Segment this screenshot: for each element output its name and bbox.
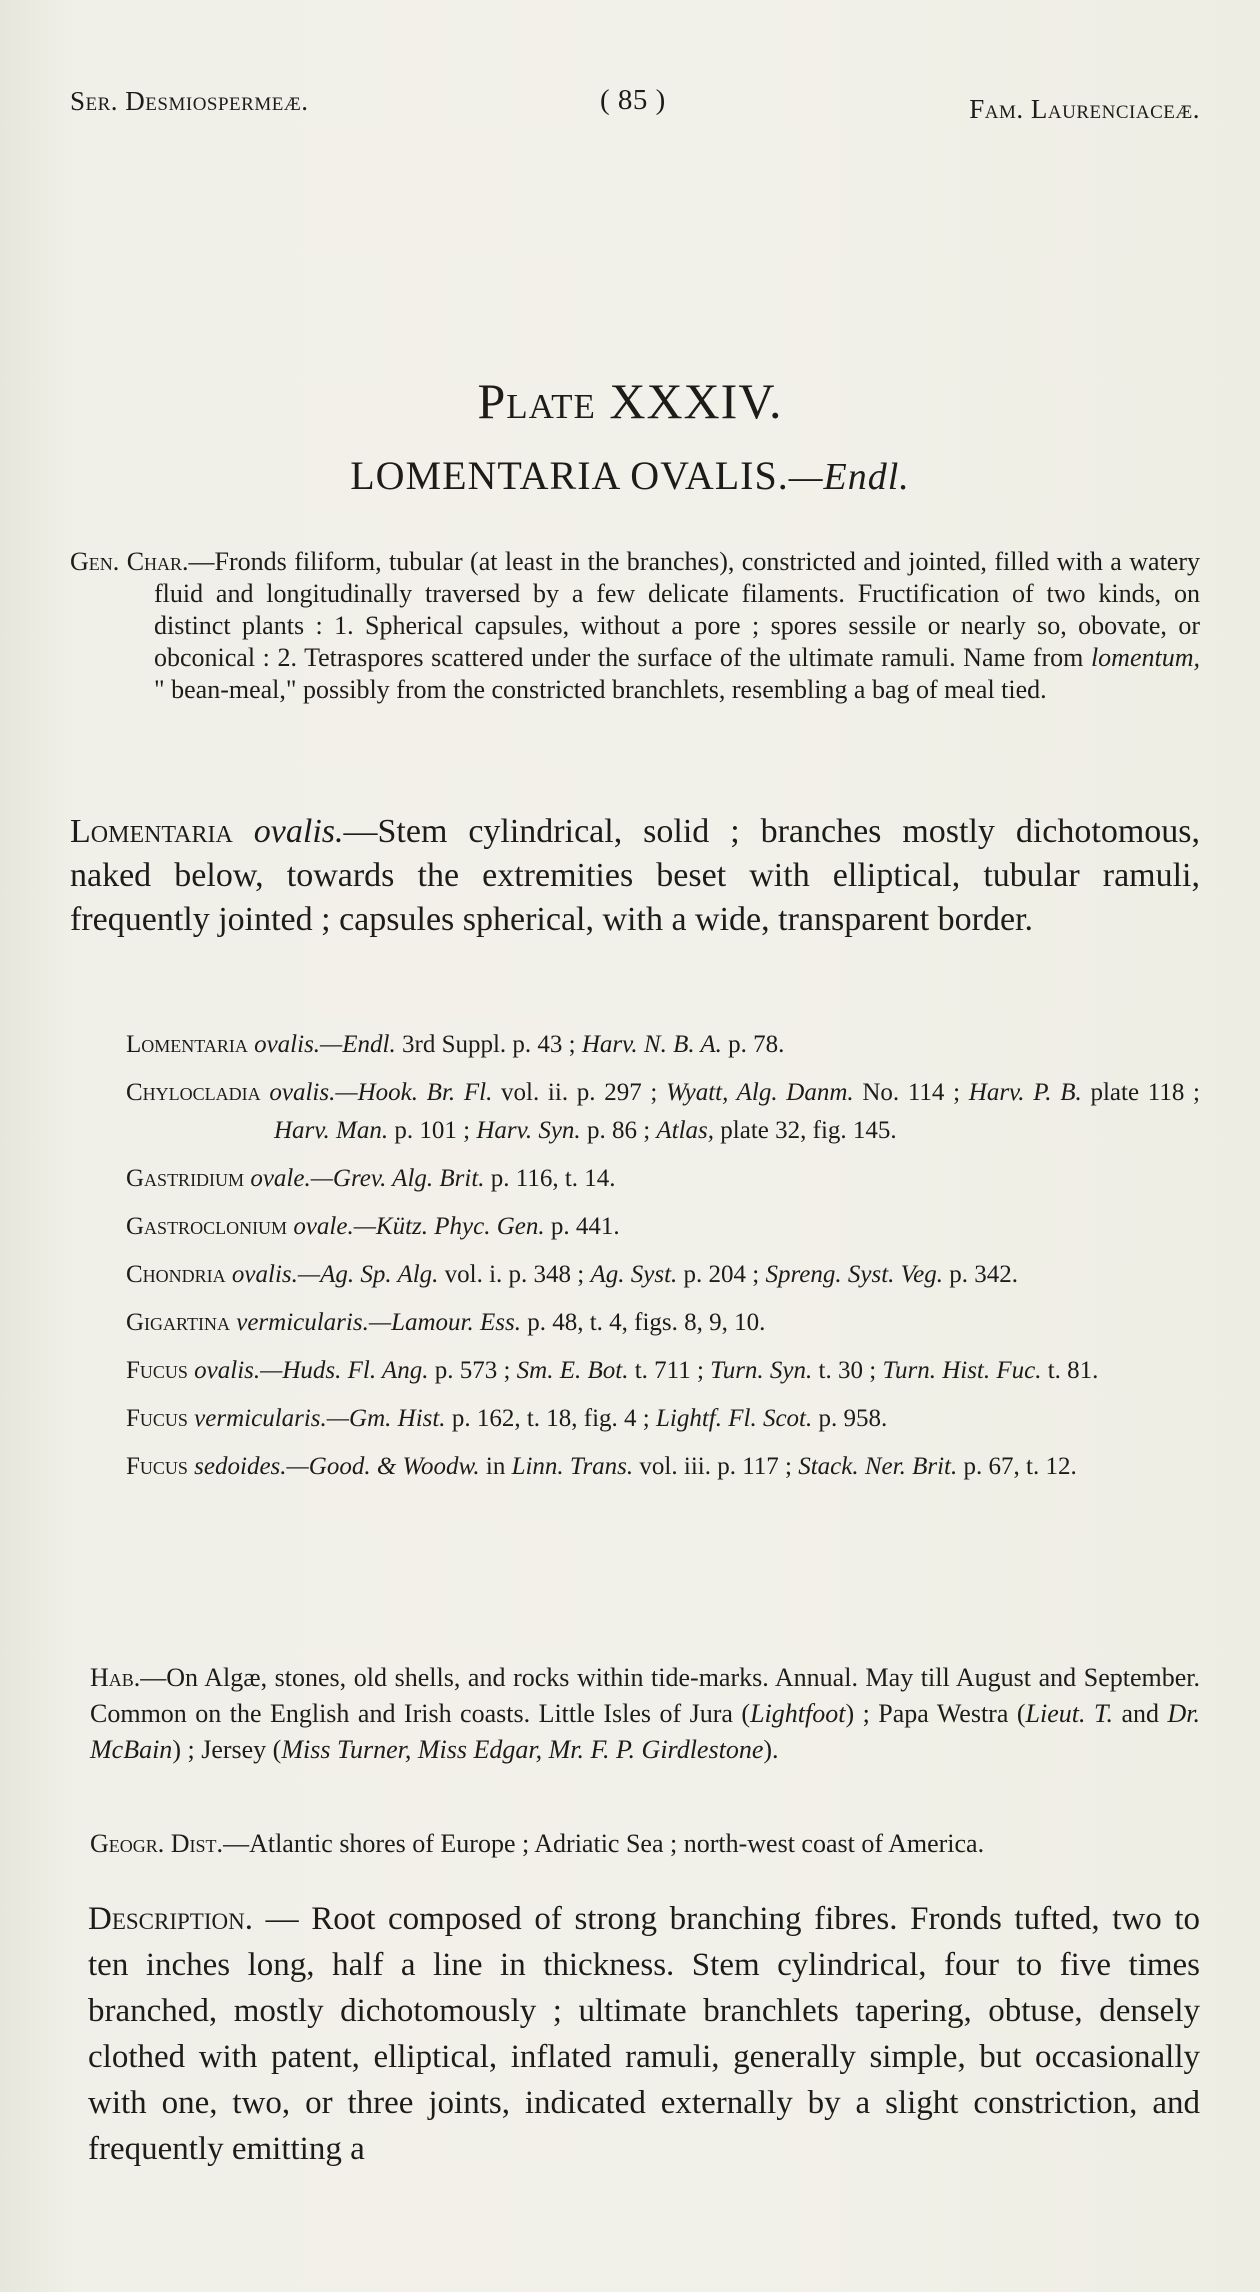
synonym-entry [126,1304,1200,1342]
synonym-reference: vol. iii. p. 117 ; [633,1453,799,1480]
synonym-reference: p. 204 ; [677,1261,766,1288]
species-name: LOMENTARIA OVALIS. [350,453,789,498]
habitat-text: —On Algæ, stones, old shells, and rocks within tide-marks. Annual. May till August and September. Common on the English and Irish coasts. Little Isles of Jura ( [90,1663,1200,1728]
synonym-reference: p. 116, t. 14. [484,1165,616,1192]
synonym-reference: Turn. Syn. [710,1357,813,1384]
habitat-text: Lightfoot [750,1699,846,1728]
synonym-species: sedoides. [194,1453,287,1480]
synonym-authority: —Huds. Fl. Ang. [260,1357,429,1384]
synonym-reference: p. 162, t. 18, fig. 4 ; [445,1405,656,1432]
synonym-reference: t. 30 ; [812,1357,883,1384]
generic-character [70,546,1200,706]
plate-title: Plate XXXIV. [477,373,783,429]
geogr-text: —Atlantic shores of Europe ; Adriatic Sea ; north-west coast of America. [223,1829,985,1858]
synonym-reference: p. 67, t. 12. [957,1453,1077,1480]
synonym-reference: vol. ii. p. 297 ; [492,1079,667,1106]
species-authority: —Endl. [788,456,910,498]
diagnosis-species: ovalis. [253,813,344,850]
running-head-family: Fam. Laurenciaceæ. [969,94,1200,124]
gen-char-text-end: " bean-meal," possibly from the constricted branchlets, resembling a bag of meal tied. [154,675,1047,704]
diagnosis-text: —Stem cylindrical, solid ; branches mostly dichotomous, naked below, towards the extremities beset with elliptical, tubular ramuli, frequently jointed ; capsules spherical, with a wide, transparent border. [70,813,1200,938]
synonym-reference: in [479,1453,512,1480]
synonym-reference: p. 101 ; [388,1117,477,1144]
description-label: Description. [88,1901,253,1937]
synonym-reference: p. 342. [943,1261,1019,1288]
synonym-species: ovale. [293,1213,354,1240]
synonym-reference: t. 81. [1041,1357,1099,1384]
synonym-authority: —Kütz. Phyc. Gen. [353,1213,545,1240]
habitat-text: ) ; Jersey ( [172,1735,282,1764]
synonym-species: ovalis. [194,1357,261,1384]
synonym-authority: —Grev. Alg. Brit. [310,1165,485,1192]
habitat-text: Lieut. T. [1025,1699,1113,1728]
habitat-label: Hab. [90,1663,141,1692]
synonym-species: vermicularis. [194,1405,327,1432]
synonym-entry [126,1400,1200,1438]
synonym-entry [126,1160,1200,1198]
habitat [90,1660,1200,1768]
synonym-reference: Lightf. Fl. Scot. [655,1405,813,1432]
synonym-reference: p. 573 ; [428,1357,517,1384]
synonym-reference: p. 48, t. 4, figs. 8, 9, 10. [520,1309,766,1336]
synonym-authority: —Ag. Sp. Alg. [297,1261,439,1288]
synonym-entry [126,1208,1200,1246]
synonym-reference: p. 78. [721,1031,785,1058]
synonym-genus: Fucus [126,1453,188,1480]
synonym-entry [126,1352,1200,1390]
synonym-genus: Chylocladia [126,1079,261,1106]
synonym-reference: Wyatt, Alg. Danm. [666,1079,854,1106]
synonym-reference: No. 114 ; [853,1079,969,1106]
synonym-genus: Fucus [126,1357,188,1384]
synonym-genus: Gigartina [126,1309,230,1336]
species-diagnosis [70,810,1200,942]
page-number: ( 85 ) [600,84,666,116]
synonym-species: ovale. [250,1165,311,1192]
synonym-entry [126,1256,1200,1294]
habitat-text: Dr. McBain [90,1699,1200,1764]
synonym-entry [126,1074,1200,1150]
synonym-reference: Stack. Ner. Brit. [798,1453,958,1480]
synonym-reference: plate 32, fig. 145. [714,1117,897,1144]
synonym-reference: p. 441. [544,1213,620,1240]
synonym-reference: Turn. Hist. Fuc. [882,1357,1042,1384]
synonym-genus: Lomentaria [126,1031,248,1058]
synonym-genus: Gastroclonium [126,1213,288,1240]
synonym-authority: —Lamour. Ess. [368,1309,521,1336]
synonym-reference: Harv. Syn. [476,1117,581,1144]
habitat-text: Miss Turner, Miss Edgar, Mr. F. P. Girdlestone [281,1735,764,1764]
synonym-species: ovalis. [269,1079,336,1106]
synonym-authority: —Gm. Hist. [326,1405,446,1432]
synonym-species: vermicularis. [236,1309,369,1336]
diagnosis-genus: Lomentaria [70,813,233,850]
gen-char-term: lomentum, [1090,643,1200,672]
synonym-reference: Sm. E. Bot. [516,1357,629,1384]
synonym-reference: p. 958. [812,1405,888,1432]
synonym-entry [126,1448,1200,1486]
running-head [70,78,1200,138]
description [88,1896,1200,2172]
running-head-series: Ser. Desmiospermeæ. [70,86,309,116]
synonym-authority: —Endl. [320,1031,396,1058]
gen-char-text: —Fronds filiform, tubular (at least in the branches), constricted and jointed, filled with a watery fluid and longitudinally traversed by a few delicate filaments. Fructification of two kinds, on distinct plants : 1. Spherical capsules, without a pore ; spores sessile or nearly so, obovate, or obconical : 2. Tetraspores scattered under the surface of the ultimate ramuli. Name from [154,547,1200,672]
synonym-authority: —Hook. Br. Fl. [335,1079,493,1106]
species-title [0,452,1260,499]
synonym-reference: Harv. Man. [274,1117,389,1144]
synonym-species: ovalis. [254,1031,321,1058]
synonym-reference: Atlas, [656,1117,715,1144]
synonym-reference: Spreng. Syst. Veg. [765,1261,944,1288]
geographic-distribution [90,1826,1200,1862]
geogr-label: Geogr. Dist. [90,1829,224,1858]
habitat-text: and [1112,1699,1168,1728]
synonym-reference: Linn. Trans. [511,1453,634,1480]
synonym-species: ovalis. [231,1261,298,1288]
synonym-genus: Fucus [126,1405,188,1432]
synonym-authority: —Good. & Woodw. [286,1453,480,1480]
synonym-reference: 3rd Suppl. p. 43 ; [395,1031,582,1058]
synonym-reference: plate 118 ; [1081,1079,1200,1106]
synonym-reference: Harv. P. B. [968,1079,1082,1106]
synonym-reference: Harv. N. B. A. [581,1031,722,1058]
gen-char-label: Gen. Char. [70,547,189,576]
description-text: — Root composed of strong branching fibres. Fronds tufted, two to ten inches long, half a line in thickness. Stem cylindrical, four to five times branched, mostly dichotomously ; ultimate branchlets tapering, obtuse, densely clothed with patent, elliptical, inflated ramuli, generally simple, but occasionally with one, two, or three joints, indicated externally by a slight constriction, and frequently emitting a [88,1901,1200,2167]
synonym-reference: Ag. Syst. [590,1261,678,1288]
synonym-entry [126,1026,1200,1064]
synonym-genus: Chondria [126,1261,226,1288]
synonym-reference: t. 711 ; [628,1357,711,1384]
habitat-text: ) ; Papa Westra ( [845,1699,1026,1728]
synonym-reference: vol. i. p. 348 ; [438,1261,591,1288]
synonymy-list [126,1026,1200,1496]
synonym-reference: p. 86 ; [580,1117,657,1144]
synonym-genus: Gastridium [126,1165,245,1192]
habitat-text: ). [763,1735,779,1764]
